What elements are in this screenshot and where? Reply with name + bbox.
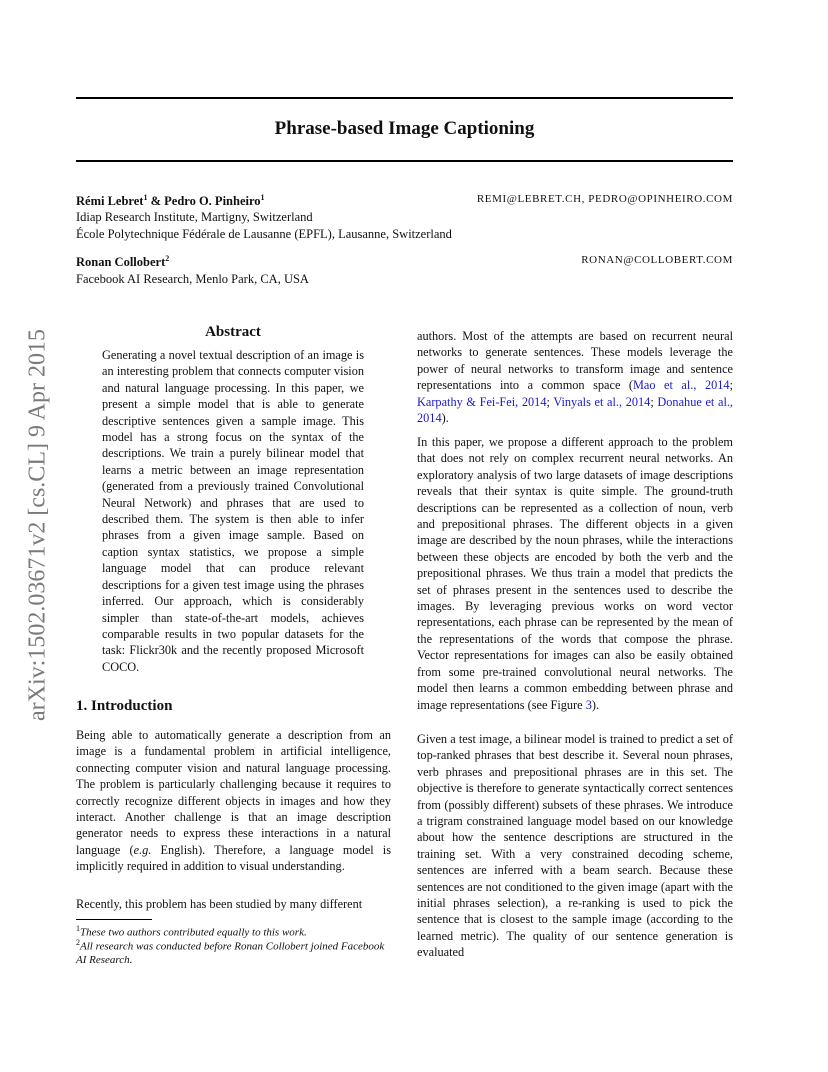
title-top-rule <box>76 97 733 99</box>
footnote-2: $^2$All research was conducted before Ronan Collobert joined Facebook AI Research. <box>76 938 385 967</box>
arxiv-watermark-text: arXiv:1502.03671v2 [cs.CL] 9 Apr 2015 <box>24 329 51 721</box>
right-paragraph-1: authors. Most of the attempts are based on recurrent neural networks to generate sentences. These models leverage the power of neural networks to transform image and sentence representations into a common space (Mao et al., 2014; Karpathy & Fei-Fei, 2014; Vinyals et al., 2014; Donahue et al., 2014). <box>417 329 734 426</box>
footnote-rule <box>76 919 152 920</box>
abstract-text: Generating a novel textual description of an image is an interesting problem that connects computer vision and natural language processing. In this paper, we present a simple model that is able to generate descriptive sentences given a sample image. This model has a strong focus on the syntax of the descriptions. We train a purely bilinear model that learns a metric between an image representation (generated from a previously trained Convolutional Neural Network) and phrases that are used to described them. The system is then able to infer phrases from a given image sample. Based on caption syntax statistics, we propose a simple language model that can produce relevant descriptions for a given test image using the phrases inferred. Our approach, which is considerably simpler than state-of-the-art models, achieves comparable results in two popular datasets for the task: Flickr30k and the recently proposed Microsoft COCO. <box>102 348 364 674</box>
arxiv-watermark <box>23 295 53 755</box>
affiliation-facebook: Facebook AI Research, Menlo Park, CA, USA <box>76 272 309 286</box>
affiliation-epfl: École Polytechnique Fédérale de Lausanne (EPFL), Lausanne, Switzerland <box>76 227 452 241</box>
right-paragraph-2: In this paper, we propose a different approach to the problem that does not rely on complex recurrent neural networks. An exploratory analysis of two large datasets of image descriptions reveals that their syntax is quite simple. The ground-truth descriptions can be represented as a collection of noun, verb and prepositional phrases. The different objects in a given image are described by the noun phrases, while the interactions between these objects are encoded by both the verb and the prepositional phrases. We thus train a model that predicts the set of phrases present in the sentences used to describe the images. By leveraging previous works on word vector representations, each phrase can be represented by the mean of the representations of the words that compose the phrase. Vector representations for images can also be easily obtained from some pre-trained convolutional neural networks. The model then learns a common embedding between phrase and image representations (see Figure 3). <box>417 435 733 712</box>
intro-paragraph-2: Recently, this problem has been studied by many different <box>76 897 363 911</box>
citation-link-karpathy[interactable]: Karpathy & Fei-Fei, 2014 <box>417 394 547 409</box>
author-line-1 <box>76 193 733 209</box>
footnote-1: $^1$These two authors contributed equally to this work. <box>76 924 307 939</box>
figure-3-link[interactable]: 3 <box>585 697 592 712</box>
author-name-2: Ronan Collobert$^2$ <box>76 254 170 270</box>
author-email-2: RONAN@COLLOBERT.COM <box>581 254 733 266</box>
right-paragraph-3: Given a test image, a bilinear model is trained to predict a set of top-ranked phrases that best describe it. Several noun phrases, verb phrases and prepositional phrases are in this set. The objective is therefore to generate syntactically correct sentences from (possibly different) subsets of these phrases. We introduce a trigram constrained language model based on our knowledge about how the sentence descriptions are structured in the training set. With a very constrained decoding scheme, sentences are inferred with a beam search. Because these sentences are not conditioned to the given image (apart with the initial phrases selection), a re-ranking is used to pick the sentence that is closest to the sample image (according to the learned metric). The quality of our sentence generation is evaluated <box>417 732 733 960</box>
affiliation-idiap: Idiap Research Institute, Martigny, Switzerland <box>76 210 313 224</box>
author-names-1: Rémi Lebret$^1$ & Pedro O. Pinheiro$^1$ <box>76 193 265 209</box>
author-emails-1: REMI@LEBRET.CH, PEDRO@OPINHEIRO.COM <box>476 193 733 205</box>
paper-title: Phrase-based Image Captioning <box>274 118 535 139</box>
author-line-2 <box>76 254 733 270</box>
citation-link-mao[interactable]: Mao et al., 2014 <box>633 378 730 393</box>
abstract-heading: Abstract <box>205 324 261 340</box>
citation-link-vinyals[interactable]: Vinyals et al., 2014 <box>553 394 651 409</box>
title-bottom-rule <box>76 160 733 162</box>
section-introduction-heading: 1. Introduction <box>76 698 173 714</box>
intro-paragraph-1: Being able to automatically generate a description from an image is a fundamental problem in artificial intelligence, connecting computer vision and natural language processing. The problem is particularly challenging because it requires to correctly recognize different objects in images and how they interact. Another challenge is that an image description generator needs to express these interactions in a natural language (e.g. English). Therefore, a language model is implicitly required in addition to visual understanding. <box>76 728 391 874</box>
citation-link-donahue[interactable]: Donahue et al., 2014 <box>417 394 734 426</box>
